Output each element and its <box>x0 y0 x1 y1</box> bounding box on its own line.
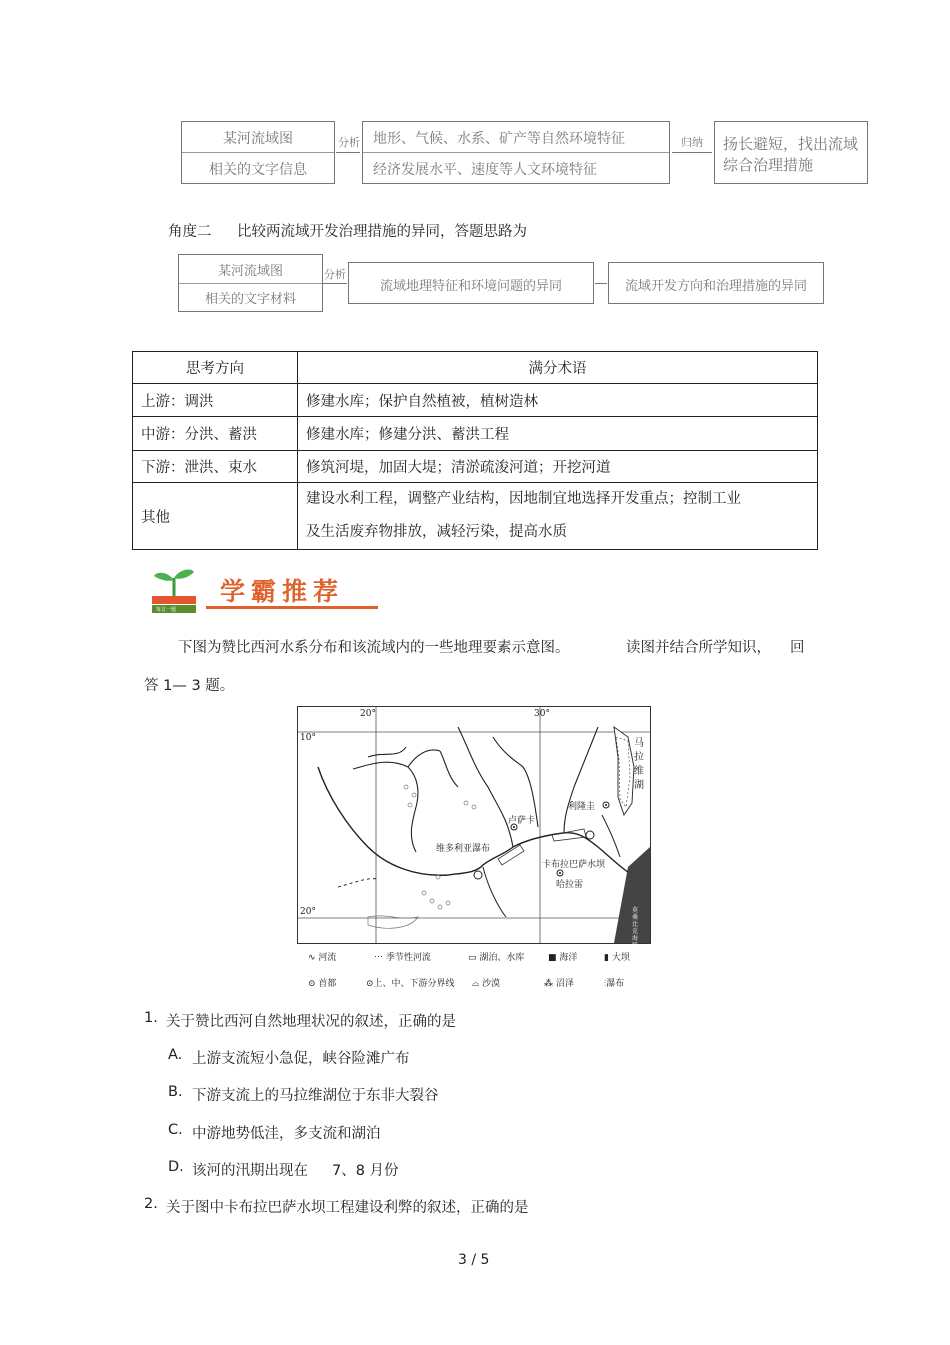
terms-table <box>132 351 818 550</box>
divider <box>363 152 669 153</box>
other-line2: 及生活废弃物排放，减轻污染，提高水质 <box>306 524 567 540</box>
arrow-icon <box>322 283 347 284</box>
flow2-left-box <box>178 254 323 312</box>
map-legend <box>308 950 648 994</box>
boundary-icon: ⊙ <box>366 979 374 989</box>
lake-label: 马拉维湖 <box>634 738 644 791</box>
legend-label: 沼泽 <box>555 979 574 989</box>
angle2-text: 比较两流域开发治理措施的异同，答题思路为 <box>237 224 527 240</box>
divider <box>179 283 322 284</box>
flow1-right-box <box>714 121 868 184</box>
table-row <box>133 417 818 451</box>
q2-stem: 关于图中卡布拉巴萨水坝工程建设利弊的叙述，正确的是 <box>166 1200 529 1216</box>
legend-label: 首都 <box>318 979 337 989</box>
legend-label: 上、中、下游分界线 <box>373 979 455 989</box>
flow1-left-bottom: 相关的文字信息 <box>209 162 307 178</box>
flow2-arrow1-label: 分析 <box>324 268 346 281</box>
flow1-mid-bottom: 经济发展水平、速度等人文环境特征 <box>373 162 597 178</box>
table-cell: 修建水库；保护自然植被，植树造林 <box>298 384 818 417</box>
legend-item <box>548 950 577 963</box>
lusaka-label: 卢萨卡 <box>508 816 536 826</box>
q1-option-text: 上游支流短小急促，峡谷险滩广布 <box>192 1051 410 1067</box>
flow1-right-line2: 综合治理措施 <box>723 156 814 174</box>
legend-label: 大坝 <box>611 953 630 963</box>
intro-line1c: 回 <box>790 640 805 656</box>
arrow-icon <box>672 152 712 153</box>
q2-num: 2. <box>144 1196 158 1212</box>
table-header: 思考方向 <box>133 352 298 384</box>
kariba-label: 卡布拉巴萨水坝 <box>542 860 606 870</box>
victoria-label: 维多利亚瀑布 <box>436 844 491 854</box>
table-header: 满分术语 <box>298 352 818 384</box>
flow1-mid-top: 地形、气候、水系、矿产等自然环境特征 <box>373 131 625 147</box>
page-number: 3 / 5 <box>458 1252 490 1268</box>
lon-label-30: 30° <box>534 709 550 719</box>
legend-label: 河流 <box>318 953 337 963</box>
q1-option-text: 下游支流上的马拉维湖位于东非大裂谷 <box>192 1088 439 1104</box>
ocean-icon: ■ <box>548 953 557 963</box>
flow1-left-box <box>181 121 335 184</box>
banner <box>148 564 378 614</box>
legend-item <box>544 976 574 989</box>
legend-item <box>374 950 431 963</box>
flow2-right: 流域开发方向和治理措施的异同 <box>624 279 807 294</box>
other-line1: 建设水利工程，调整产业结构，因地制宜地选择开发重点；控制工业 <box>306 491 741 507</box>
intro-line2: 答 1— 3 题。 <box>144 678 235 694</box>
waterfall-icon: ⫶ <box>604 979 607 989</box>
banner-underline <box>206 606 378 609</box>
q1-option-text: 中游地势低洼，多支流和湖泊 <box>192 1126 381 1142</box>
lon-label-20: 20° <box>360 709 376 719</box>
flow2-mid-box <box>348 262 594 304</box>
q1-option-text: 该河的汛期出现在 <box>192 1163 308 1179</box>
arrow-icon <box>336 152 360 153</box>
intro-line1b: 读图并结合所学知识， <box>626 640 771 656</box>
flow2-right-box <box>608 262 824 304</box>
table-row <box>133 451 818 483</box>
flow1-arrow2-label: 归纳 <box>681 136 703 149</box>
legend-item <box>308 950 336 963</box>
flow1-arrow1-label: 分析 <box>338 136 360 149</box>
legend-label: 沙漠 <box>482 979 501 989</box>
flow2-left-bottom: 相关的文字材料 <box>204 292 296 307</box>
legend-item <box>366 976 455 989</box>
legend-item <box>604 976 624 989</box>
q1-num: 1. <box>144 1010 158 1026</box>
flow2-left-top: 某河流域图 <box>217 264 283 279</box>
legend-label: 瀑布 <box>606 979 625 989</box>
q1-option-key: D. <box>168 1159 184 1175</box>
banner-title: 学霸推荐 <box>220 577 345 606</box>
table-row <box>133 384 818 417</box>
table-row <box>133 483 818 550</box>
flow1-left-top: 某河流域图 <box>223 131 293 147</box>
q1-option-text-2: 7、8 月份 <box>332 1163 399 1179</box>
lat-label-20: 20° <box>300 907 316 917</box>
divider <box>182 152 334 153</box>
table-cell: 上游：调洪 <box>133 384 298 417</box>
legend-label: 海洋 <box>559 953 578 963</box>
q1-option-key: C. <box>168 1122 183 1138</box>
flow1-mid-box <box>362 121 670 184</box>
table-cell: 修建水库；修建分洪、蓄洪工程 <box>298 417 818 451</box>
capital-icon: ⊙ <box>308 979 316 989</box>
q1-option-key: A. <box>168 1047 183 1063</box>
dam-icon: ▮ <box>604 953 609 963</box>
river-icon: ∿ <box>308 953 316 963</box>
table-header-row <box>133 352 818 384</box>
seasonal-river-icon: ⋯ <box>374 953 384 963</box>
banner-badge: 每日一题 <box>156 607 177 613</box>
flow2-mid: 流域地理特征和环境问题的异同 <box>379 279 562 294</box>
desert-icon: ⌓ <box>472 979 480 989</box>
legend-label: 湖泊、水库 <box>479 953 525 963</box>
legend-label: 季节性河流 <box>385 953 431 963</box>
harare-label: 哈拉雷 <box>556 880 584 890</box>
legend-item <box>604 950 630 963</box>
lat-label-10: 10° <box>300 733 316 743</box>
q1-stem: 关于赞比西河自然地理状况的叙述，正确的是 <box>166 1014 456 1030</box>
channel-label: 莫桑比克海峡 <box>632 907 639 949</box>
lake-icon: ▭ <box>468 953 477 963</box>
swamp-icon: ⁂ <box>544 979 553 989</box>
table-cell: 修筑河堤，加固大堤；清淤疏浚河道；开挖河道 <box>298 451 818 483</box>
legend-item <box>472 976 500 989</box>
flow1-right-line1: 扬长避短，找出流域 <box>723 135 859 153</box>
legend-item <box>468 950 524 963</box>
intro-line1a: 下图为赞比西河水系分布和该流域内的一些地理要素示意图。 <box>178 640 570 656</box>
angle2-label: 角度二 <box>168 224 212 240</box>
q1-option-key: B. <box>168 1084 183 1100</box>
zambezi-map <box>297 706 651 949</box>
arrow-icon <box>595 283 607 284</box>
table-cell: 其他 <box>133 483 298 550</box>
map-graphic <box>298 707 650 943</box>
table-cell <box>298 483 818 550</box>
lilongwe-label: 利隆圭 <box>568 802 596 812</box>
legend-item <box>308 976 336 989</box>
table-cell: 中游：分洪、蓄洪 <box>133 417 298 451</box>
table-cell: 下游：泄洪、束水 <box>133 451 298 483</box>
